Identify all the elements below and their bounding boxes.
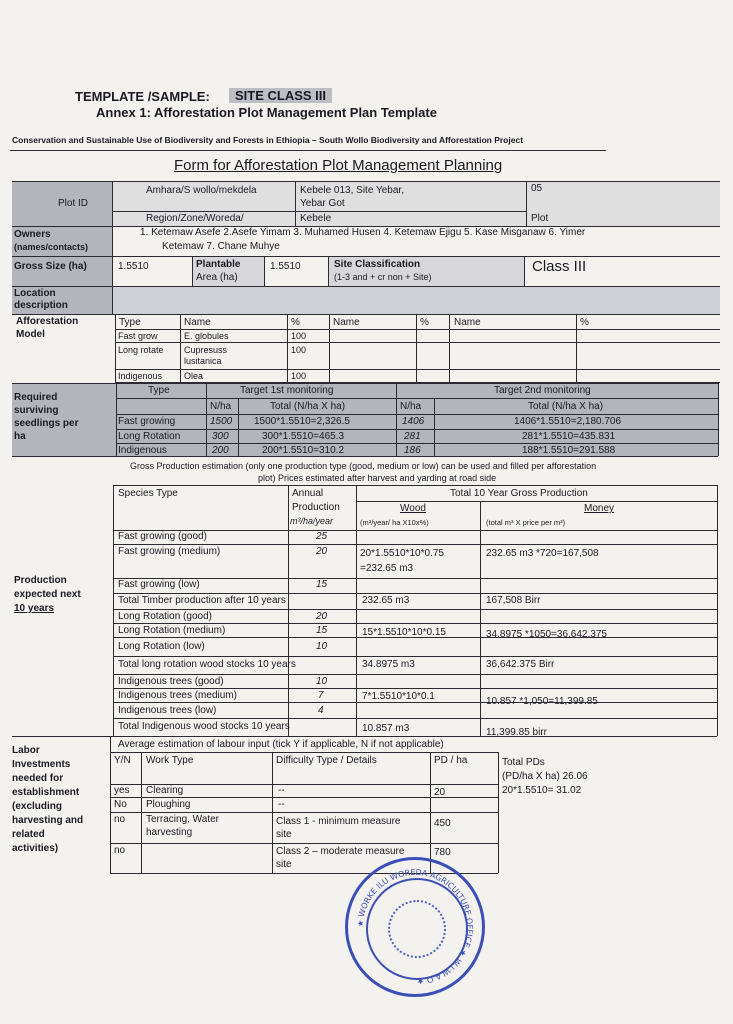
table-row: 281 [404, 431, 421, 442]
table-row: 7*1.5510*10*0.1 [362, 691, 435, 702]
site-class-value: Class III [532, 258, 587, 275]
table-row: Total long rotation wood stocks 10 years [118, 659, 296, 670]
plot-number: 05 [531, 183, 543, 194]
table-row: -- [278, 785, 285, 796]
table-row: 1500*1.5510=2,326.5 [254, 416, 350, 427]
table-row: Long Rotation [118, 431, 181, 442]
table-row: Indigenous [118, 371, 163, 381]
table-row: 20 [316, 546, 328, 557]
seedlings-target-2: Target 2nd monitoring [494, 385, 591, 396]
plot-label: Plot [531, 213, 549, 224]
table-row: E. globules [184, 331, 229, 341]
afforestation-col-type: Type [119, 317, 141, 328]
table-row: lusitanica [184, 356, 222, 366]
owners-list-2: Ketemaw 7. Chane Muhye [162, 241, 280, 252]
labor-label-6: harvesting and [12, 815, 84, 826]
plantable-label-2: Area (ha) [196, 272, 238, 283]
afforestation-col-pct: % [291, 317, 300, 328]
table-row: Fast growing (low) [118, 579, 200, 590]
table-row: yes [114, 785, 130, 796]
table-row: 167,508 Birr [486, 595, 541, 606]
table-row: Clearing [146, 785, 184, 796]
table-row: Fast growing [118, 416, 176, 427]
table-row: Ploughing [146, 799, 191, 810]
table-row: Total Indigenous wood stocks 10 years [118, 721, 290, 732]
production-label: Production [14, 575, 67, 586]
owners-sublabel: (names/contacts) [14, 242, 89, 252]
owners-label: Owners [14, 229, 51, 240]
table-row: 100 [291, 345, 307, 355]
production-col-money-sub: (total m³ X price per m³) [486, 518, 566, 527]
seedlings-col-type: Type [148, 385, 170, 396]
afforestation-col-name-2: Name [333, 317, 360, 328]
seedlings-label-4: ha [14, 431, 26, 442]
table-row: Terracing, Water [146, 814, 219, 825]
region-value: Amhara/S wollo/mekdela [146, 185, 257, 196]
production-col-money: Money [584, 503, 615, 514]
afforestation-col-pct-2: % [420, 317, 429, 328]
labor-col-diff: Difficulty Type / Details [276, 755, 377, 766]
svg-text:★ WORKE ILU WOREDA AGRICULTURE: ★ WORKE ILU WOREDA AGRICULTURE OFFICE ★ W.I.W.A.O ★ [355, 867, 475, 987]
table-row: Long Rotation (good) [118, 611, 212, 622]
seedlings-nha-2: N/ha [400, 401, 422, 412]
table-row: 200*1.5510=310.2 [262, 445, 345, 456]
labor-col-total: Total PDs [502, 757, 545, 768]
table-row: Olea [184, 371, 204, 381]
table-row: Class 2 – moderate measure [276, 846, 405, 857]
table-row: 34.8975 m3 [362, 659, 415, 670]
table-row: 15*1.5510*10*0.15 [362, 627, 446, 638]
seedlings-label: Required [14, 392, 58, 403]
table-row: 780 [434, 847, 451, 858]
annex-title: Annex 1: Afforestation Plot Management Plan Template [96, 105, 437, 120]
table-row: 20 [434, 787, 446, 798]
kebele-label: Kebele [300, 213, 332, 224]
seedlings-label-3: seedlings per [14, 418, 79, 429]
table-row: 20 [316, 611, 328, 622]
table-row: 1406 [402, 416, 425, 427]
labor-label-8: activities) [12, 843, 59, 854]
production-label-2: expected next [14, 589, 81, 600]
labor-col-pd: PD / ha [434, 755, 468, 766]
table-row: harvesting [146, 827, 193, 838]
labor-col-work: Work Type [146, 755, 194, 766]
labor-label-3: needed for [12, 773, 64, 784]
kebele-value: Kebele 013, Site Yebar, [300, 185, 404, 196]
labor-label-4: establishment [12, 787, 80, 798]
table-row: 10.857 m3 [362, 723, 410, 734]
table-row: no [114, 845, 126, 856]
production-col-total: Total 10 Year Gross Production [450, 488, 588, 499]
table-row: 232.65 m3 *720=167,508 [486, 548, 599, 559]
site-class-label: Site Classification [334, 259, 421, 270]
table-row: Long rotate [118, 345, 164, 355]
table-row: Total Timber production after 10 years [118, 595, 286, 606]
site-class-hint: (1-3 and + cr non + Site) [334, 272, 432, 282]
table-row: 232.65 m3 [362, 595, 410, 606]
table-row: 100 [291, 331, 307, 341]
production-col-species: Species Type [118, 488, 178, 499]
table-row: 281*1.5510=435.831 [522, 431, 616, 442]
production-label-3: 10 years [14, 603, 55, 614]
table-row: Indigenous trees (good) [118, 676, 224, 687]
table-row: 34.8975 *1050=36,642.375 [486, 629, 607, 640]
table-row: 1406*1.5510=2,180.706 [514, 416, 622, 427]
official-stamp [345, 857, 485, 997]
table-row: 1500 [210, 416, 233, 427]
project-line: Conservation and Sustainable Use of Biodiversity and Forests in Ethiopia – South Wollo Biodiversity and Afforestation Project [12, 135, 524, 145]
table-row: 15 [316, 625, 328, 636]
table-row: 450 [434, 818, 451, 829]
site-class-badge: SITE CLASS III [229, 88, 332, 103]
seedlings-nha-1: N/ha [210, 401, 232, 412]
plantable-label: Plantable [196, 259, 241, 270]
table-row: 15 [316, 579, 328, 590]
table-row: 11,399.85 birr [486, 727, 547, 738]
afforestation-col-name-3: Name [454, 317, 481, 328]
production-col-annual-3: m³/ha/year [290, 516, 334, 526]
gross-size-value: 1.5510 [118, 261, 149, 272]
labor-label-7: related [12, 829, 45, 840]
table-row: 10 [316, 676, 328, 687]
kebele-value-2: Yebar Got [300, 198, 345, 209]
table-row: 186 [404, 445, 421, 456]
stamp-text-icon [348, 860, 482, 994]
table-row: Long Rotation (low) [118, 641, 205, 652]
table-row: Indigenous trees (medium) [118, 690, 237, 701]
table-row: 188*1.5510=291.588 [522, 445, 616, 456]
table-row: 10 [316, 641, 328, 652]
production-col-annual-2: Production [292, 502, 340, 513]
table-row: 4 [318, 705, 324, 716]
plantable-value: 1.5510 [270, 261, 301, 272]
afforestation-label-2: Model [16, 329, 45, 340]
table-row: 25 [316, 531, 328, 542]
location-label-2: description [14, 300, 68, 311]
production-note-2: plot) Prices estimated after harvest and yarding at road side [258, 473, 497, 483]
labor-col-yn: Y/N [114, 755, 131, 766]
labor-note: Average estimation of labour input (tick Y if applicable, N if not applicable) [118, 739, 444, 750]
table-row: 300*1.5510=465.3 [262, 431, 345, 442]
table-row: Fast grow [118, 331, 158, 341]
production-col-wood-sub: (m³/year/ ha X10x%) [360, 518, 429, 527]
template-label: TEMPLATE /SAMPLE: [75, 89, 210, 104]
table-row: site [276, 859, 292, 870]
table-row: Long Rotation (medium) [118, 625, 226, 636]
region-label: Region/Zone/Woreda/ [146, 213, 244, 224]
plot-id-label: Plot ID [58, 198, 89, 209]
production-col-annual: Annual [292, 488, 324, 499]
table-row: 10.857 *1,050=11,399.85 [486, 696, 598, 707]
table-row: 200 [212, 445, 229, 456]
table-row: Cupresuss [184, 345, 228, 355]
labor-col-total-3: 20*1.5510= 31.02 [502, 785, 582, 796]
afforestation-col-name: Name [184, 317, 211, 328]
afforestation-label: Afforestation [16, 316, 79, 327]
form-title: Form for Afforestation Plot Management Planning [174, 157, 503, 174]
labor-label-5: (excluding [12, 801, 63, 812]
production-note: Gross Production estimation (only one production type (good, medium or low) can be used and filled per afforestation [130, 461, 597, 471]
table-row: no [114, 814, 126, 825]
table-row: Fast growing (medium) [118, 546, 221, 557]
table-row: Indigenous [118, 445, 167, 456]
labor-label: Labor [12, 745, 40, 756]
table-row: No [114, 799, 127, 810]
table-row: Fast growing (good) [118, 531, 207, 542]
table-row: site [276, 829, 292, 840]
table-row: Indigenous trees (low) [118, 705, 217, 716]
table-row: Class 1 - minimum measure [276, 816, 401, 827]
seedlings-target-1: Target 1st monitoring [240, 385, 334, 396]
table-row: 7 [318, 690, 324, 701]
table-row: 100 [291, 371, 307, 381]
seedlings-total-1: Total (N/ha X ha) [270, 401, 346, 412]
afforestation-col-pct-3: % [580, 317, 589, 328]
table-row: =232.65 m3 [360, 563, 414, 574]
table-row: -- [278, 799, 285, 810]
gross-size-label: Gross Size (ha) [14, 261, 87, 272]
labor-col-total-2: (PD/ha X ha) 26.06 [502, 771, 588, 782]
owners-list: 1. Ketemaw Asefe 2.Asefe Yimam 3. Muhamed Husen 4. Ketemaw Ejigu 5. Kase Misganaw 6. Yimer [140, 227, 586, 238]
table-row: 300 [212, 431, 229, 442]
table-row: 36,642.375 Birr [486, 659, 555, 670]
location-label: Location [14, 288, 56, 299]
seedlings-total-2: Total (N/ha X ha) [528, 401, 604, 412]
seedlings-label-2: surviving [14, 405, 59, 416]
production-col-wood: Wood [400, 503, 426, 514]
table-row: 20*1.5510*10*0.75 [360, 548, 444, 559]
labor-label-2: Investments [12, 759, 71, 770]
